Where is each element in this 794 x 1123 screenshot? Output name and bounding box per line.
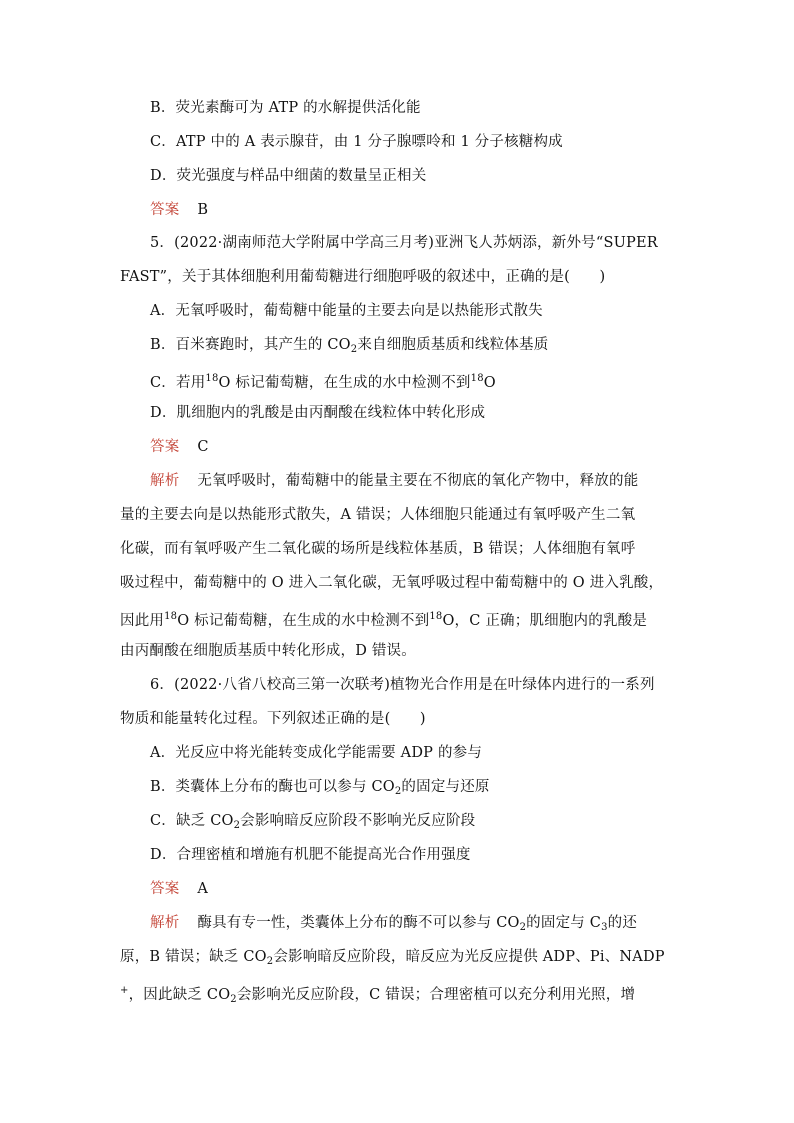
q5-answer: [150, 437, 209, 457]
q5-stem-line-2: FAST”，关于其体细胞利用葡萄糖进行细胞呼吸的叙述中，正确的是( ): [120, 269, 606, 285]
answer-value: C: [197, 439, 209, 455]
q4-option-d: D．荧光强度与样品中细菌的数量呈正相关: [150, 168, 427, 184]
q4-option-b: B．荧光素酶可为 ATP 的水解提供活化能: [150, 100, 421, 116]
answer-label: 答案: [150, 439, 180, 455]
q6-option-a: A．光反应中将光能转变成化学能需要 ADP 的参与: [150, 745, 483, 761]
q5-option-a: A．无氧呼吸时，葡萄糖中能量的主要去向是以热能形式散失: [150, 303, 543, 319]
q6-analysis-line-1: 解析 酶具有专一性，类囊体上分布的酶不可以参与 $CO_2$的固定与 $C_3$的还: [150, 915, 638, 933]
q5-analysis-line-6: 由丙酮酸在细胞质基质中转化形成，D 错误。: [120, 643, 416, 659]
q5-option-c: C．若用$^{18}$O 标记葡萄糖，在生成的水中检测不到$^{18}$O: [150, 373, 496, 391]
q6-analysis-line-3: +，因此缺乏 $CO_2$会影响光反应阶段，C 错误；合理密植可以充分利用光照，增: [120, 985, 636, 1005]
q5-analysis-line-5: 因此用$^{18}$O 标记葡萄糖，在生成的水中检测不到$^{18}$O，C 正确；肌细胞内的乳酸是: [120, 611, 648, 629]
q5-option-d: D．肌细胞内的乳酸是由丙酮酸在线粒体中转化形成: [150, 405, 486, 421]
q4-option-c: C．ATP 中的 A 表示腺苷，由 1 分子腺嘌呤和 1 分子核糖构成: [150, 134, 563, 150]
answer-value: A: [197, 881, 209, 897]
analysis-label: 解析: [150, 473, 180, 489]
q5-analysis-line-4: 吸过程中，葡萄糖中的 O 进入二氧化碳，无氧呼吸过程中葡萄糖中的 O 进入乳酸，: [120, 575, 664, 591]
q6-option-c: C．缺乏 $CO_2$会影响暗反应阶段不影响光反应阶段: [150, 813, 476, 831]
q5-stem-line-1: 5．(2022·湖南师范大学附属中学高三月考)亚洲飞人苏炳添，新外号“SUPER: [150, 235, 658, 251]
q5-option-b: B．百米赛跑时，其产生的 $CO_2$来自细胞质基质和线粒体基质: [150, 337, 549, 355]
q6-option-b: B．类囊体上分布的酶也可以参与 $CO_2$的固定与还原: [150, 779, 490, 797]
q5-analysis-line-1: 解析 无氧呼吸时，葡萄糖中的能量主要在不彻底的氧化产物中，释放的能: [150, 473, 639, 489]
q6-analysis-line-2: 原，B 错误；缺乏 $CO_2$会影响暗反应阶段，暗反应为光反应提供 ADP、Pi、NADP: [120, 949, 665, 967]
q5-analysis-line-3: 化碳，而有氧呼吸产生二氧化碳的场所是线粒体基质，B 错误；人体细胞有氧呼: [120, 541, 636, 557]
answer-label: 答案: [150, 881, 180, 897]
q5-analysis-line-2: 量的主要去向是以热能形式散失，A 错误；人体细胞只能通过有氧呼吸产生二氧: [120, 507, 636, 523]
answer-label: 答案: [150, 202, 180, 218]
q6-stem-line-2: 物质和能量转化过程。下列叙述正确的是( ): [120, 711, 426, 727]
q6-option-d: D．合理密植和增施有机肥不能提高光合作用强度: [150, 847, 471, 863]
q6-answer: [150, 879, 208, 899]
analysis-label: 解析: [150, 915, 180, 931]
q6-stem-line-1: 6．(2022·八省八校高三第一次联考)植物光合作用是在叶绿体内进行的一系列: [150, 677, 655, 693]
answer-value: B: [197, 202, 209, 218]
q4-answer: [150, 200, 208, 220]
